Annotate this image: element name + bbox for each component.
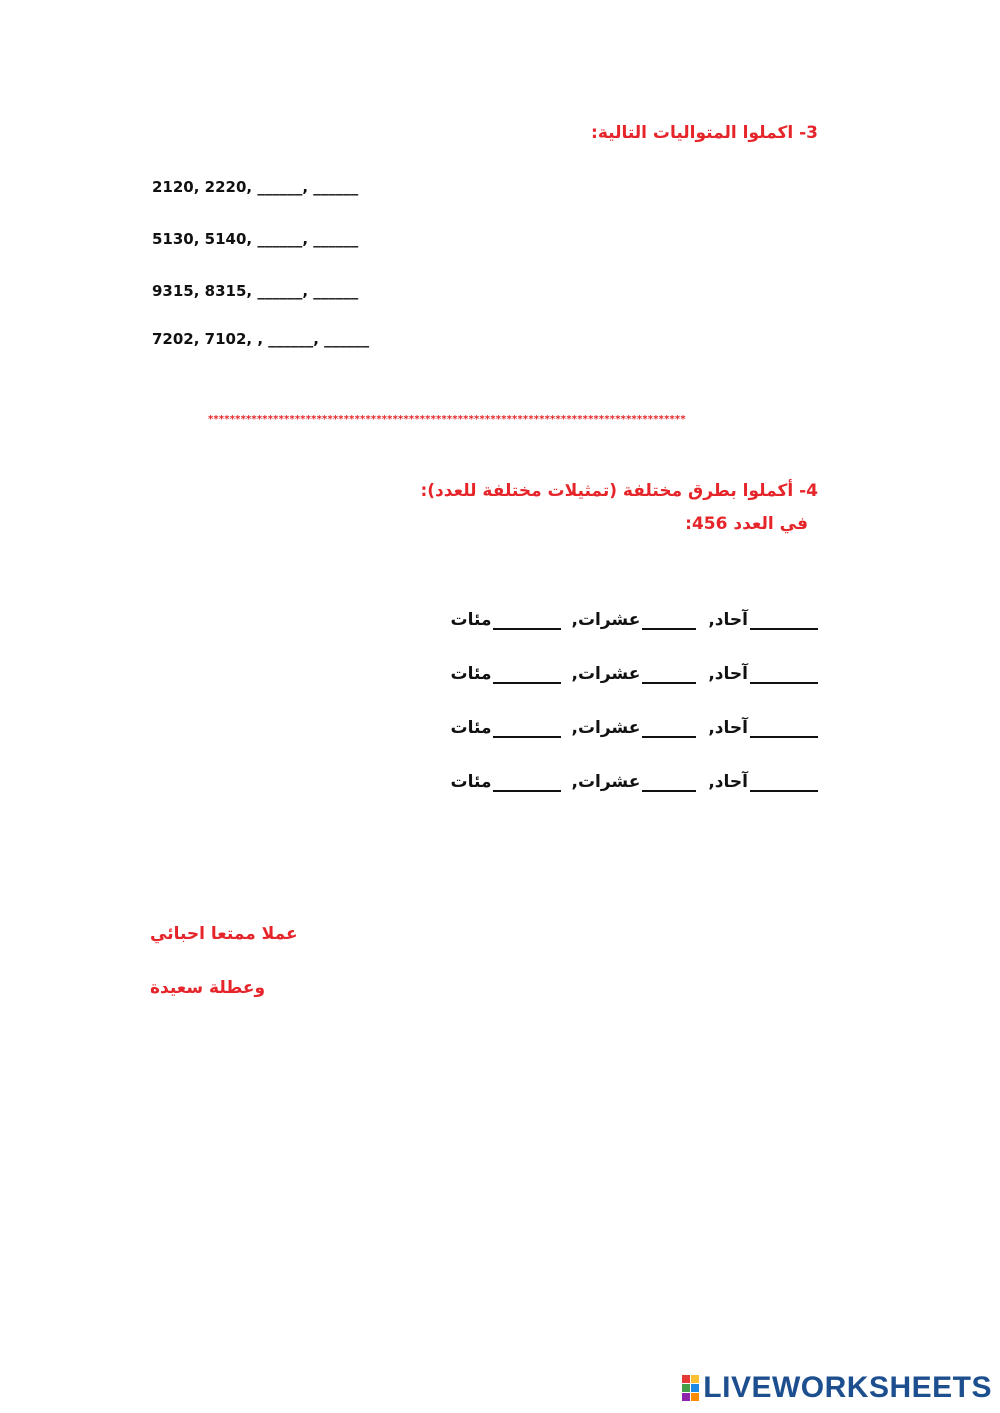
ones-blank [750,722,818,738]
ones-label: آحاد, [708,664,748,684]
hundreds-label: مئات [450,664,492,684]
sequence-row-3: 9315, 8315, ______, ______ [152,282,359,300]
ones-label: آحاد, [708,610,748,630]
liveworksheets-wordmark: LIVEWORKSHEETS [703,1371,992,1404]
tens-blank [642,722,696,738]
hundreds-label: مئات [450,772,492,792]
tens-label: عشرات, [571,610,641,630]
hundreds-label: مئات [450,718,492,738]
section3-title: 3- اكملوا المتواليات التالية: [591,123,818,143]
sequence-row-4: 7202, 7102, , ______, ______ [152,330,370,348]
hundreds-blank [493,776,561,792]
ones-blank [750,668,818,684]
tens-label: عشرات, [571,664,641,684]
representation-row-4 [451,772,820,792]
hundreds-blank [493,722,561,738]
tens-blank [642,614,696,630]
hundreds-label: مئات [450,610,492,630]
ones-label: آحاد, [708,772,748,792]
section4-subtitle: في العدد 456: [685,514,808,534]
hundreds-blank [493,614,561,630]
representation-row-1 [451,610,820,630]
section4-title: 4- أكملوا بطرق مختلفة (تمثيلات مختلفة للعدد): [420,481,818,501]
tens-blank [642,776,696,792]
hundreds-blank [493,668,561,684]
representation-row-2 [451,664,820,684]
liveworksheets-logo [682,1371,992,1405]
closing-line-2: وعطلة سعيدة [150,978,266,998]
closing-line-1: عملا ممتعا احبائي [150,924,298,944]
tens-label: عشرات, [571,718,641,738]
star-separator: **************************************************************************************** [208,414,686,425]
ones-blank [750,776,818,792]
tens-blank [642,668,696,684]
ones-blank [750,614,818,630]
tens-label: عشرات, [571,772,641,792]
representation-row-3 [451,718,820,738]
sequence-row-2: 5130, 5140, ______, ______ [152,230,359,248]
liveworksheets-mark-icon [682,1375,699,1401]
sequence-row-1: 2120, 2220, ______, ______ [152,178,359,196]
ones-label: آحاد, [708,718,748,738]
